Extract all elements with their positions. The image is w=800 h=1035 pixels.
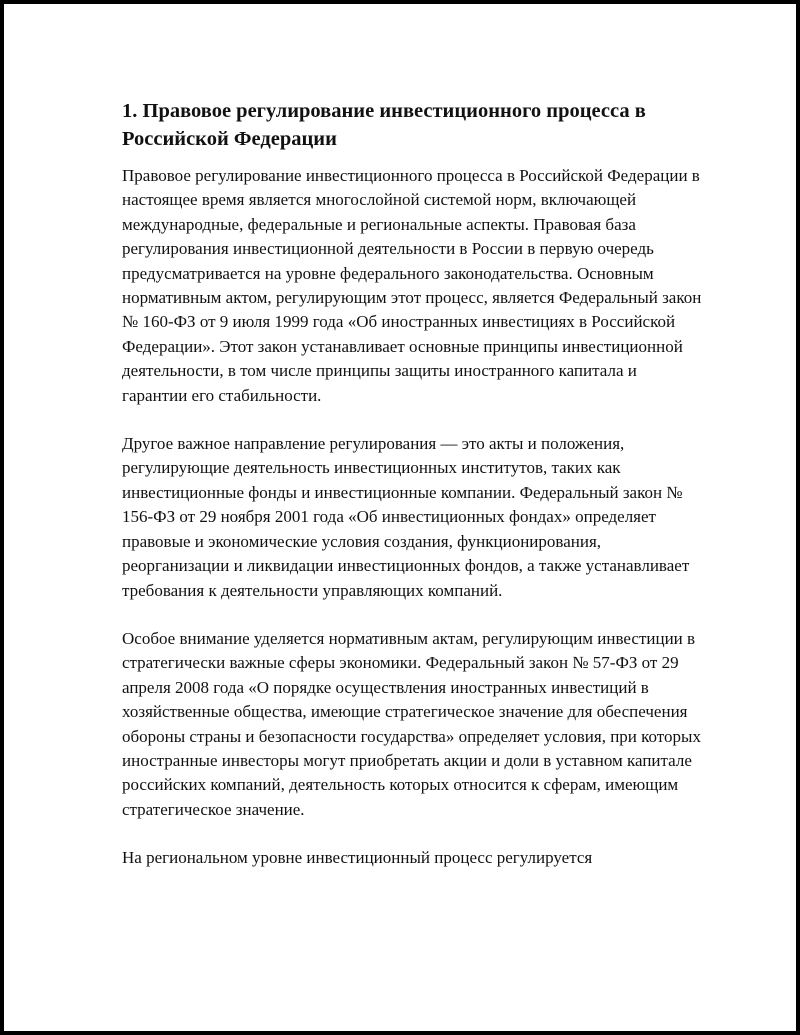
section-heading: 1. Правовое регулирование инвестиционного процесса в Российской Федерации <box>122 100 646 150</box>
paragraph-federal-law-160: Правовое регулирование инвестиционного процесса в Российской Федерации в настоящее время является многослойной системой норм, включающей международные, федеральные и региональные аспекты. Правовая база регулирования инвестиционной деятельности в России в первую очередь предусматривается на уровне федерального законодательства. Основным нормативным актом, регулирующим этот процесс, является Федеральный закон № 160-ФЗ от 9 июля 1999 года «Об иностранных инвестициях в Российской Федерации». Этот закон устанавливает основные принципы инвестиционной деятельности, в том числе принципы защиты иностранного капитала и гарантии его стабильности. <box>122 166 702 405</box>
document-body <box>122 97 702 895</box>
paragraph-investment-funds: Другое важное направление регулирования — это акты и положения, регулирующие деятельность инвестиционных институтов, таких как инвестиционные фонды и инвестиционные компании. Федеральный закон № 156-ФЗ от 29 ноября 2001 года «Об инвестиционных фондах» определяет правовые и экономические условия создания, функционирования, реорганизации и ликвидации инвестиционных фондов, а также устанавливает требования к деятельности управляющих компаний. <box>122 434 690 600</box>
paragraph-regional-level: На региональном уровне инвестиционный процесс регулируется <box>122 848 593 868</box>
paragraph-strategic-investments: Особое внимание уделяется нормативным актам, регулирующим инвестиции в стратегически важные сферы экономики. Федеральный закон № 57-ФЗ от 29 апреля 2008 года «О порядке осуществления иностранных инвестиций в хозяйственные общества, имеющие стратегическое значение для обеспечения обороны страны и безопасности государства» определяет условия, при которых иностранные инвесторы могут приобретать акции и доли в уставном капитале российских компаний, деятельность которых относится к сферам, имеющим стратегическое значение. <box>122 628 701 819</box>
